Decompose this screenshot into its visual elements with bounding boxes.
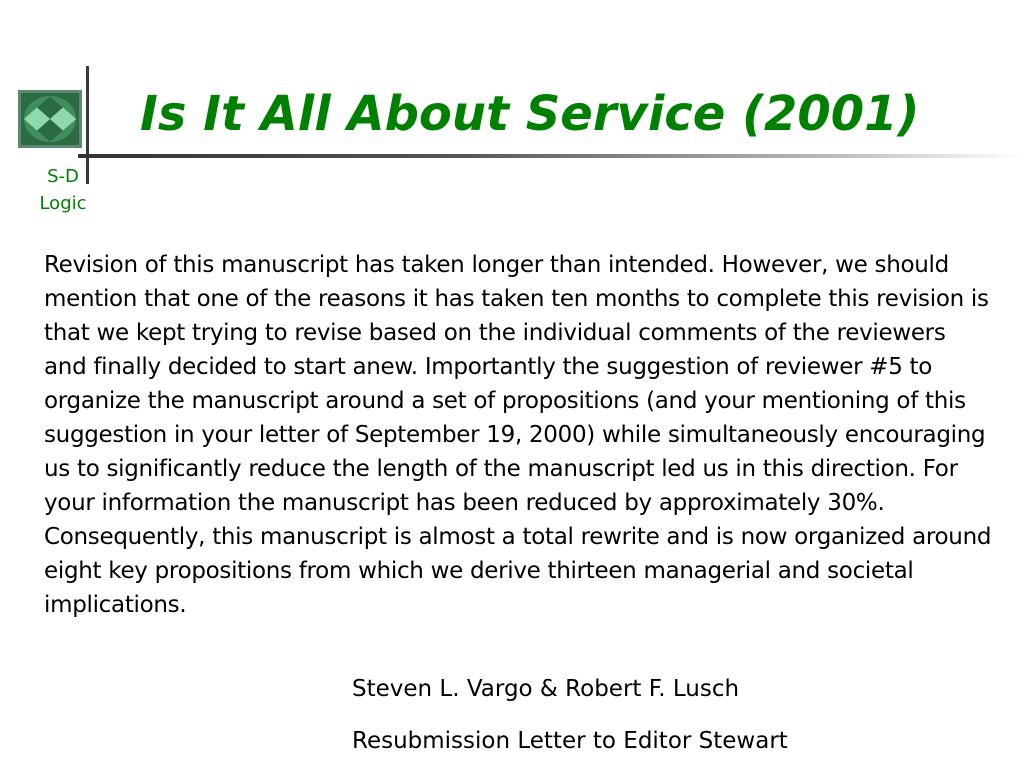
attribution-source: Resubmission Letter to Editor Stewart (352, 728, 788, 754)
brand-line-2: Logic (39, 193, 87, 214)
title-underline (78, 154, 1024, 158)
brand-label (30, 163, 96, 217)
brand-line-1: S-D (47, 166, 79, 187)
slide-title: Is It All About Service (2001) (140, 86, 920, 142)
green-square-logo-icon (18, 90, 82, 148)
quote-body: Revision of this manuscript has taken longer than intended. However, we should mention that one of the reasons it has taken ten months to complete this revision is that we kept trying to revise based on the individual comments of the reviewers and finally decided to start anew. Importantly the suggestion of reviewer #5 to organize the manuscript around a set of propositions (and your mentioning of this suggestion in your letter of September 19, 2000) while simultaneously encouraging us to significantly reduce the length of the manuscript led us in this direction. For your information the manuscript has been reduced by approximately 30%. Consequently, this manuscript is almost a total rewrite and is now organized around eight key propositions from which we derive thirteen managerial and societal implications. (44, 252, 992, 618)
attribution-authors: Steven L. Vargo & Robert F. Lusch (352, 676, 740, 702)
